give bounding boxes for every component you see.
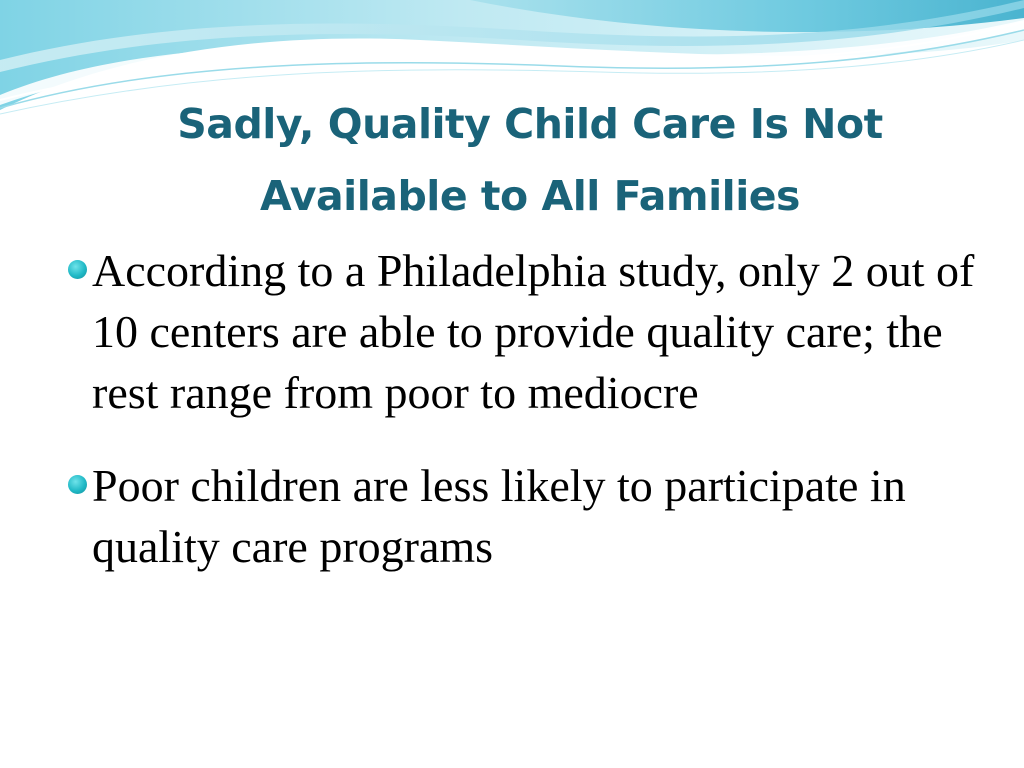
slide-title [90,88,970,232]
bullet-text: Poor children are less likely to participate in quality care programs [92,460,906,572]
round-bullet-icon [68,475,87,494]
slide-title-line-2: Available to All Families [260,172,800,220]
bullet-item [60,455,980,577]
slide-title-line-1: Sadly, Quality Child Care Is Not [177,100,883,148]
bullet-text: According to a Philadelphia study, only 2 out of 10 centers are able to provide quality care; the rest range from poor to mediocre [92,245,975,418]
bullet-list [60,240,980,609]
bullet-item [60,240,980,423]
round-bullet-icon [68,260,87,279]
